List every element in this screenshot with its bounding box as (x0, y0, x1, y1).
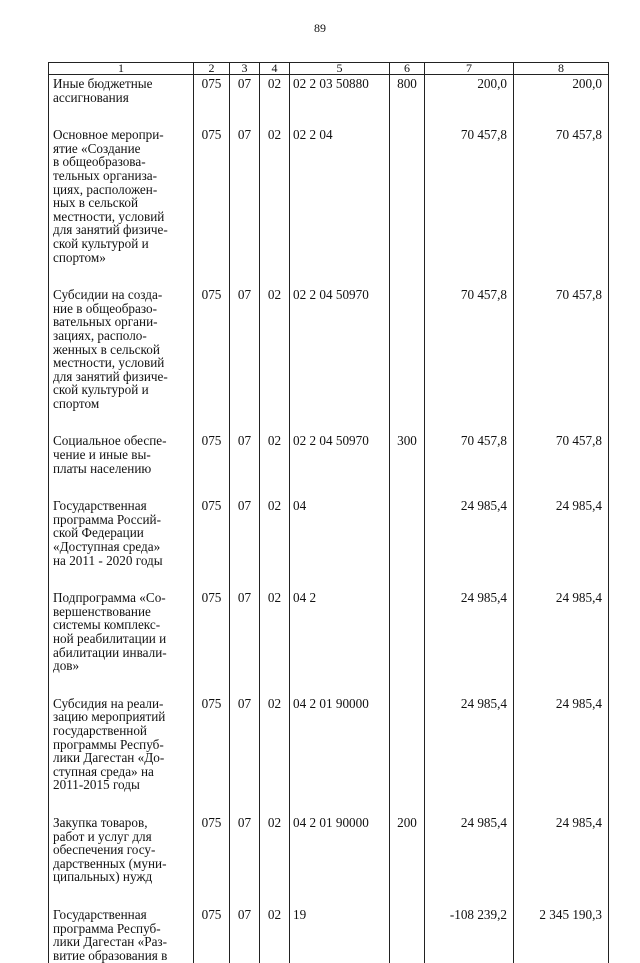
item-name-line: витие образования в (53, 947, 168, 963)
expense-type-cell (390, 286, 425, 432)
item-name-line: ных в сельской (53, 195, 139, 211)
subsection-code-cell: 02 (260, 286, 290, 432)
column-header: 8 (514, 63, 609, 75)
section-code-cell: 07 (230, 695, 260, 814)
target-article-cell: 04 2 01 90000 (290, 814, 390, 906)
header-row (49, 63, 609, 75)
item-name-cell (49, 589, 194, 695)
subsection-code-cell: 02 (260, 497, 290, 589)
item-name-line: ской культурой и (53, 382, 149, 398)
ministry-code-cell: 075 (194, 75, 230, 127)
subsection-code-cell: 02 (260, 126, 290, 286)
subsection-code-cell: 02 (260, 814, 290, 906)
item-name-cell (49, 497, 194, 589)
ministry-code-cell: 075 (194, 589, 230, 695)
expense-type-cell (390, 126, 425, 286)
table-row (49, 814, 609, 906)
amount-change-cell: 24 985,4 (425, 814, 514, 906)
item-name-line: ступная среда» на (53, 763, 154, 779)
ministry-code-cell: 075 (194, 695, 230, 814)
amount-change-cell: -108 239,2 (425, 906, 514, 963)
item-name-line: вершенствование (53, 603, 151, 619)
subsection-code-cell: 02 (260, 695, 290, 814)
target-article-cell: 02 2 03 50880 (290, 75, 390, 127)
table-row (49, 695, 609, 814)
amount-change-cell: 24 985,4 (425, 497, 514, 589)
ministry-code-cell: 075 (194, 497, 230, 589)
item-name-line: Социальное обеспе- (53, 433, 167, 449)
item-name-line: Подпрограмма «Со- (53, 590, 166, 606)
amount-total-cell: 24 985,4 (514, 589, 609, 695)
section-code-cell: 07 (230, 906, 260, 963)
amount-total-cell: 200,0 (514, 75, 609, 127)
column-header: 1 (49, 63, 194, 75)
item-name-line: Субсидии на созда- (53, 287, 163, 303)
subsection-code-cell: 02 (260, 906, 290, 963)
amount-total-cell: 70 457,8 (514, 126, 609, 286)
expense-type-cell (390, 695, 425, 814)
item-name-line: Закупка товаров, (53, 814, 148, 830)
item-name-cell (49, 814, 194, 906)
item-name-line: спортом (53, 395, 100, 411)
item-name-line: 2011-2015 годы (53, 777, 140, 793)
item-name-line: местности, условий (53, 208, 165, 224)
amount-change-cell: 70 457,8 (425, 432, 514, 497)
amount-total-cell: 24 985,4 (514, 497, 609, 589)
item-name-line: спортом» (53, 249, 106, 265)
section-code-cell: 07 (230, 814, 260, 906)
item-name-line: чение и иные вы- (53, 447, 151, 463)
ministry-code-cell: 075 (194, 906, 230, 963)
item-name-line: платы населению (53, 460, 152, 476)
column-header: 5 (290, 63, 390, 75)
target-article-cell: 04 2 (290, 589, 390, 695)
target-article-cell: 04 2 01 90000 (290, 695, 390, 814)
ministry-code-cell: 075 (194, 126, 230, 286)
expense-type-cell (390, 589, 425, 695)
item-name-line: Субсидия на реали- (53, 695, 164, 711)
target-article-cell: 02 2 04 (290, 126, 390, 286)
table-row (49, 432, 609, 497)
item-name-line: программы Респуб- (53, 736, 164, 752)
section-code-cell: 07 (230, 589, 260, 695)
item-name-line: лики Дагестан «До- (53, 750, 165, 766)
section-code-cell: 07 (230, 126, 260, 286)
amount-total-cell: 2 345 190,3 (514, 906, 609, 963)
item-name-line: ской культурой и (53, 235, 149, 251)
expense-type-cell: 800 (390, 75, 425, 127)
expense-type-cell: 300 (390, 432, 425, 497)
expense-type-cell (390, 497, 425, 589)
page-number: 89 (314, 21, 326, 35)
item-name-line: абилитации инвали- (53, 644, 167, 660)
item-name-line: дарственных (муни- (53, 855, 167, 871)
item-name-line: на 2011 - 2020 годы (53, 552, 163, 568)
item-name-line: ятие «Создание (53, 140, 141, 156)
amount-total-cell: 70 457,8 (514, 432, 609, 497)
column-header: 6 (390, 63, 425, 75)
amount-change-cell: 70 457,8 (425, 286, 514, 432)
table-row (49, 589, 609, 695)
item-name-line: обеспечения госу- (53, 842, 156, 858)
subsection-code-cell: 02 (260, 432, 290, 497)
amount-change-cell: 70 457,8 (425, 126, 514, 286)
subsection-code-cell: 02 (260, 589, 290, 695)
amount-total-cell: 24 985,4 (514, 814, 609, 906)
item-name-line: Иные бюджетные (53, 76, 153, 91)
table-row (49, 497, 609, 589)
item-name-line: дов» (53, 658, 80, 674)
section-code-cell: 07 (230, 75, 260, 127)
item-name-line: зацию мероприятий (53, 709, 166, 725)
amount-change-cell: 200,0 (425, 75, 514, 127)
item-name-line: вательных органи- (53, 314, 158, 330)
item-name-line: зациях, располо- (53, 327, 147, 343)
amount-total-cell: 70 457,8 (514, 286, 609, 432)
target-article-cell: 02 2 04 50970 (290, 286, 390, 432)
item-name-cell (49, 432, 194, 497)
section-code-cell: 07 (230, 497, 260, 589)
item-name-line: тельных организа- (53, 167, 158, 183)
column-header: 4 (260, 63, 290, 75)
section-code-cell: 07 (230, 432, 260, 497)
item-name-cell (49, 906, 194, 963)
item-name-line: ассигнования (53, 89, 129, 105)
table-row (49, 126, 609, 286)
item-name-line: женных в сельской (53, 341, 160, 357)
item-name-cell (49, 286, 194, 432)
target-article-cell: 19 (290, 906, 390, 963)
item-name-line: для занятий физиче- (53, 222, 168, 238)
item-name-line: лики Дагестан «Раз- (53, 934, 168, 950)
amount-total-cell: 24 985,4 (514, 695, 609, 814)
item-name-cell (49, 695, 194, 814)
column-header: 3 (230, 63, 260, 75)
amount-change-cell: 24 985,4 (425, 589, 514, 695)
table-row (49, 906, 609, 963)
item-name-cell (49, 75, 194, 127)
target-article-cell: 02 2 04 50970 (290, 432, 390, 497)
item-name-line: циях, расположен- (53, 181, 158, 197)
ministry-code-cell: 075 (194, 814, 230, 906)
item-name-line: работ и услуг для (53, 828, 152, 844)
column-header: 7 (425, 63, 514, 75)
column-header: 2 (194, 63, 230, 75)
expense-type-cell: 200 (390, 814, 425, 906)
item-name-line: ской Федерации (53, 525, 144, 541)
item-name-line: в общеобразова- (53, 154, 146, 170)
item-name-line: Государственная (53, 498, 147, 514)
item-name-line: местности, условий (53, 355, 165, 371)
item-name-line: государственной (53, 722, 147, 738)
amount-change-cell: 24 985,4 (425, 695, 514, 814)
table-row (49, 75, 609, 127)
item-name-line: системы комплекс- (53, 617, 161, 633)
item-name-line: для занятий физиче- (53, 368, 168, 384)
item-name-line: ципальных) нужд (53, 869, 153, 885)
item-name-line: «Доступная среда» (53, 539, 161, 555)
item-name-line: программа Россий- (53, 511, 161, 527)
ministry-code-cell: 075 (194, 286, 230, 432)
item-name-line: ние в общеобразо- (53, 300, 157, 316)
item-name-line: программа Респуб- (53, 920, 161, 936)
item-name-line: Государственная (53, 906, 147, 922)
subsection-code-cell: 02 (260, 75, 290, 127)
budget-table (48, 62, 609, 963)
item-name-cell (49, 126, 194, 286)
section-code-cell: 07 (230, 286, 260, 432)
table-row (49, 286, 609, 432)
target-article-cell: 04 (290, 497, 390, 589)
ministry-code-cell: 075 (194, 432, 230, 497)
item-name-line: ной реабилитации и (53, 631, 167, 646)
expense-type-cell (390, 906, 425, 963)
item-name-line: Основное меропри- (53, 127, 164, 143)
